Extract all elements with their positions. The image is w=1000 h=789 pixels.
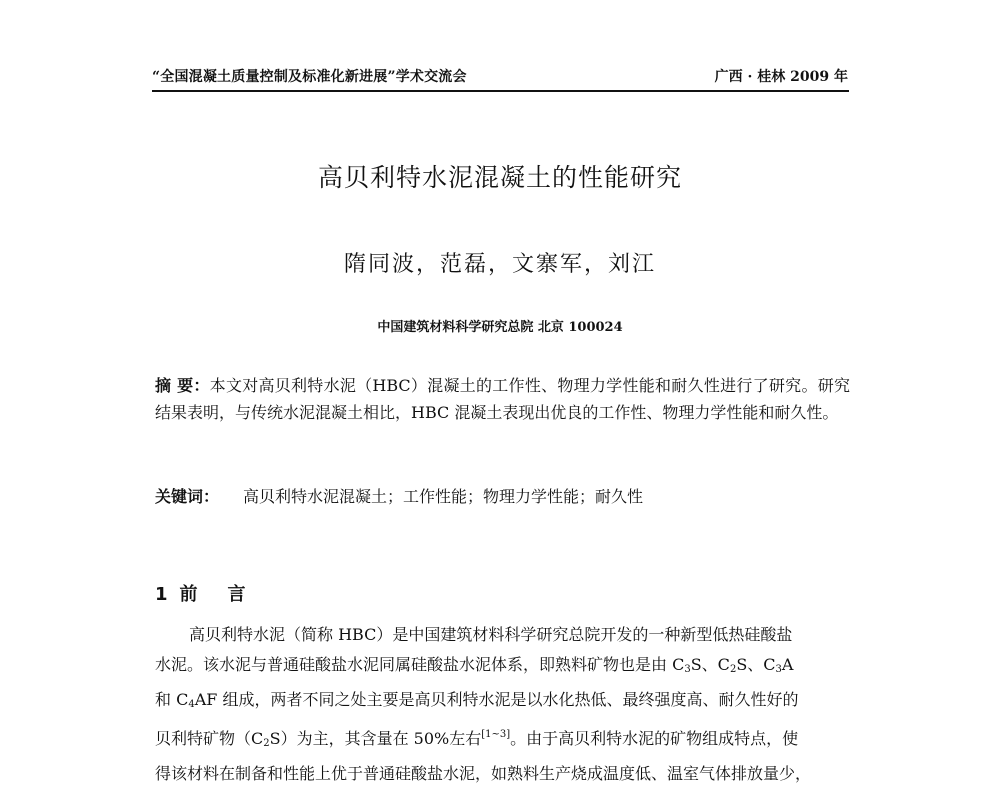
abstract	[155, 372, 850, 426]
body-line-2-text: A	[781, 655, 794, 674]
running-header-conference: “全国混凝土质量控制及标准化新进展”学术交流会	[152, 69, 467, 85]
section-heading	[155, 580, 276, 606]
body-line-4-text: S）为主，其含量在 50%左右	[269, 729, 482, 748]
body-line-3-text: AF 组成，两者不同之处主要是高贝利特水泥是以水化热低、最终强度高、耐久性好的	[194, 690, 799, 709]
body-line-2-text: S、C	[690, 655, 730, 674]
keywords-label: 关键词：	[155, 487, 220, 506]
body-line-2-text: 水泥。该水泥与普通硅酸盐水泥同属硅酸盐水泥体系，即熟料矿物也是由 C	[155, 655, 685, 674]
running-header-location-date: 广西 · 桂林 2009 年	[714, 69, 848, 85]
paper-title: 高贝利特水泥混凝土的性能研究	[317, 163, 682, 192]
body-line-4	[155, 720, 850, 759]
body-line-5: 得该材料在制备和性能上优于普通硅酸盐水泥，如熟料生产烧成温度低、温室气体排放量少，	[155, 764, 812, 783]
keywords-text: 高贝利特水泥混凝土；工作性能；物理力学性能；耐久性	[243, 487, 644, 506]
body-line-4-text: 贝利特矿物（C	[155, 729, 264, 748]
keywords	[155, 483, 850, 510]
body-line-2	[155, 650, 850, 685]
body-line-2-text: S、C	[736, 655, 776, 674]
abstract-label: 摘 要：	[155, 376, 210, 395]
body-line-4-text: 。由于高贝利特水泥的矿物组成特点，使	[510, 729, 799, 748]
section-number: 1	[155, 584, 168, 605]
body-line-3-text: 和 C	[155, 690, 189, 709]
subscript: 4	[188, 699, 195, 710]
header-rule	[152, 90, 849, 92]
body-line-3	[155, 685, 850, 720]
subscript: 3	[775, 664, 782, 675]
body-paragraph	[155, 620, 850, 789]
body-line-1: 高贝利特水泥（简称 HBC）是中国建筑材料科学研究总院开发的一种新型低热硅酸盐	[189, 625, 793, 644]
abstract-text: 本文对高贝利特水泥（HBC）混凝土的工作性、物理力学性能和耐久性进行了研究。研究结果表明，与传统水泥混凝土相比，HBC 混凝土表现出优良的工作性、物理力学性能和耐久性。	[155, 376, 850, 422]
paper-affiliation: 中国建筑材料科学研究总院 北京 100024	[377, 320, 623, 335]
subscript: 2	[729, 664, 737, 675]
subscript: 3	[684, 664, 691, 675]
paper-authors: 隋同波，范磊，文寨军，刘江	[343, 252, 656, 277]
subscript: 2	[263, 738, 270, 749]
section-title: 前言	[179, 584, 276, 605]
citation-reference: [1~3]	[481, 729, 511, 740]
